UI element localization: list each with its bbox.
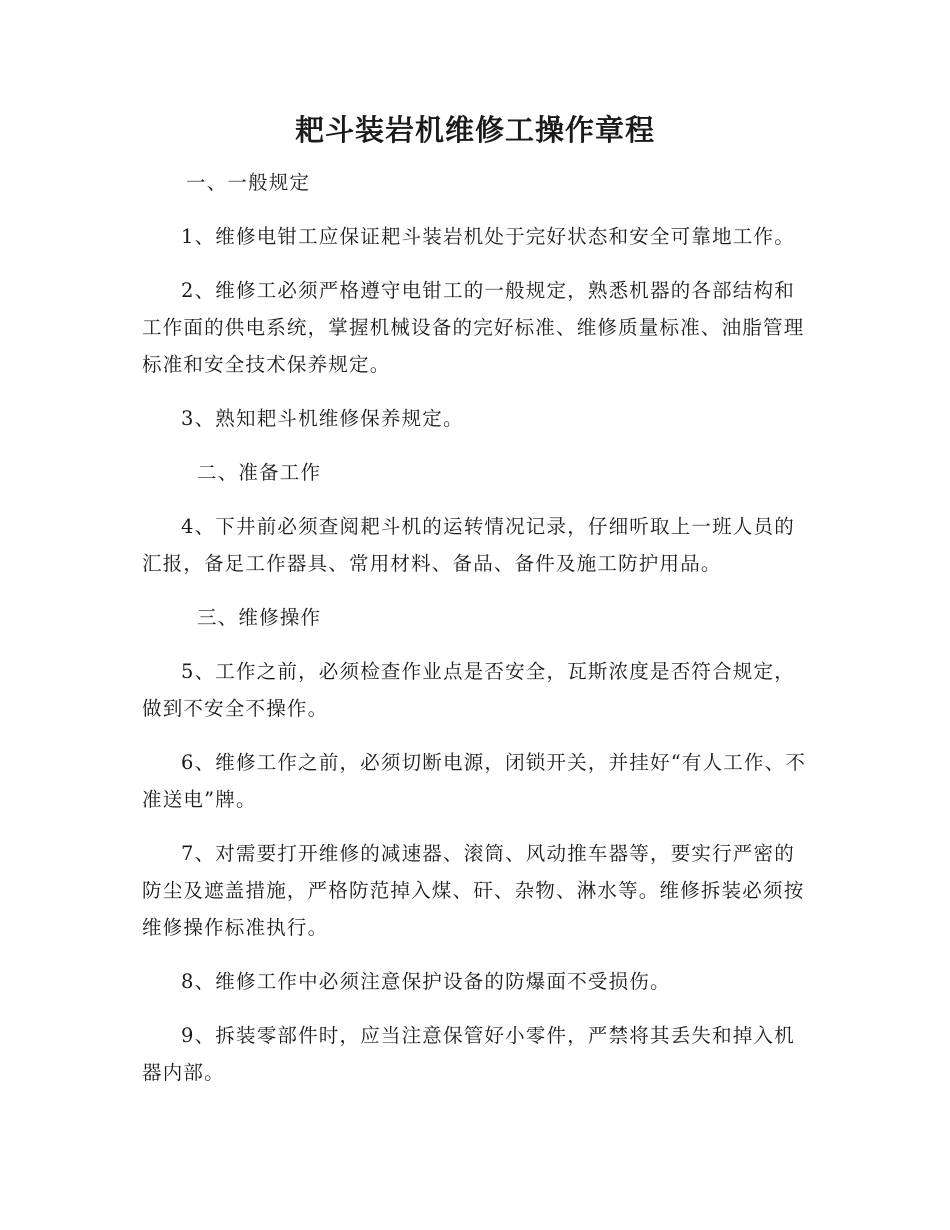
document-title: 耙斗装岩机维修工操作章程 (294, 113, 655, 147)
paragraph-2: 2、维修工必须严格遵守电钳工的一般规定，熟悉机器的各部结构和工作面的供电系统，掌握机械设备的完好标准、维修质量标准、油脂管理标准和安全技术保养规定。 (142, 279, 805, 376)
paragraph-3: 3、熟知耙斗机维修保养规定。 (181, 407, 464, 430)
section-heading-preparation: 二、准备工作 (197, 461, 322, 484)
paragraph-1: 1、维修电钳工应保证耙斗装岩机处于完好状态和安全可靠地工作。 (181, 225, 795, 248)
document-body (142, 164, 808, 1108)
paragraph-8: 8、维修工作中必须注意保护设备的防爆面不受损伤。 (181, 970, 671, 993)
paragraph-4: 4、下井前必须查阅耙斗机的运转情况记录，仔细听取上一班人员的汇报，备足工作器具、常用材料、备品、备件及施工防护用品。 (142, 515, 795, 575)
section-heading-maintenance: 三、维修操作 (197, 606, 322, 629)
paragraph-9: 9、拆装零部件时，应当注意保管好小零件，严禁将其丢失和掉入机器内部。 (142, 1024, 795, 1084)
section-heading-general: 一、一般规定 (186, 171, 311, 194)
paragraph-6: 6、维修工作之前，必须切断电源，闭锁开关，并挂好“有人工作、不准送电”牌。 (142, 751, 807, 811)
paragraph-7: 7、对需要打开维修的减速器、滚筒、风动推车器等，要实行严密的防尘及遮盖措施，严格防范掉入煤、矸、杂物、淋水等。维修拆装必须按维修操作标准执行。 (142, 842, 805, 939)
paragraph-5: 5、工作之前，必须检查作业点是否安全，瓦斯浓度是否符合规定，做到不安全不操作。 (142, 660, 795, 720)
